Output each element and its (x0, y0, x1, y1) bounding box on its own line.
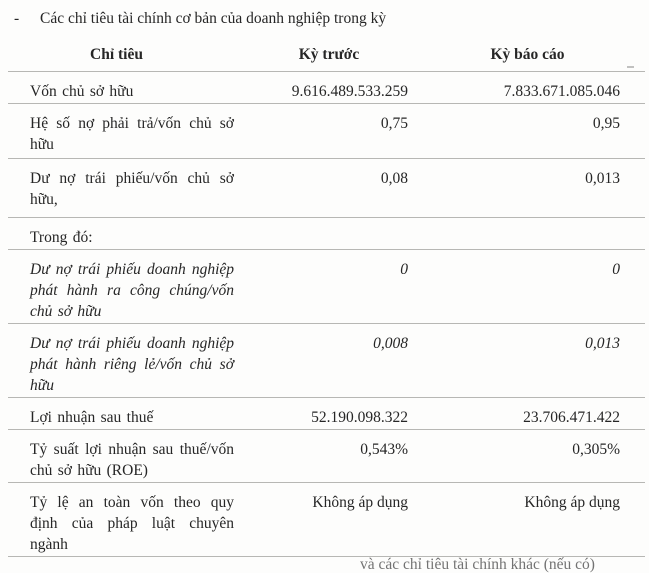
row-prev-value: 52.190.098.322 (248, 398, 410, 430)
row-current-value: 0,305% (410, 430, 645, 483)
table-header (8, 39, 645, 72)
column-header-ky-bao-cao: Kỳ báo cáo (410, 39, 645, 72)
row-prev-value: 0,75 (248, 104, 410, 159)
row-current-value: Không áp dụng (410, 483, 645, 557)
table-row (8, 324, 645, 398)
row-label: Dư nợ trái phiếu doanh nghiệp phát hành ra công chúng/vốn chủ sở hữu (8, 250, 248, 324)
table-row (8, 218, 645, 250)
row-prev-value: Không áp dụng (248, 483, 410, 557)
row-label: Tỷ suất lợi nhuận sau thuế/vốn chủ sở hữu (ROE) (8, 430, 248, 483)
row-current-value: 0,95 (410, 104, 645, 159)
row-label: Dư nợ trái phiếu/vốn chủ sở hữu, (8, 159, 248, 218)
row-current-value: 0 (410, 250, 645, 324)
document-title (14, 10, 649, 27)
row-label: Tỷ lệ an toàn vốn theo quy định của pháp luật chuyên ngành (8, 483, 248, 557)
row-prev-value: 0,008 (248, 324, 410, 398)
row-current-value: 23.706.471.422 (410, 398, 645, 430)
title-text: Các chỉ tiêu tài chính cơ bản của doanh nghiệp trong kỳ (40, 10, 387, 27)
row-label: Dư nợ trái phiếu doanh nghiệp phát hành riêng lẻ/vốn chủ sở hữu (8, 324, 248, 398)
row-prev-value: 0,08 (248, 159, 410, 218)
row-label: Hệ số nợ phải trả/vốn chủ sở hữu (8, 104, 248, 159)
row-prev-value (248, 218, 410, 250)
table-row (8, 72, 645, 104)
scan-artifact-dash (627, 66, 634, 68)
table-row (8, 483, 645, 557)
table-row (8, 398, 645, 430)
row-label: Trong đó: (8, 218, 248, 250)
table-row (8, 250, 645, 324)
financial-indicators-table (8, 39, 645, 557)
table-row (8, 159, 645, 218)
row-current-value (410, 218, 645, 250)
column-header-chi-tieu: Chỉ tiêu (8, 39, 248, 72)
table-row (8, 104, 645, 159)
table-rows (8, 72, 645, 557)
row-prev-value: 0 (248, 250, 410, 324)
clipped-bottom-text: và các chỉ tiêu tài chính khác (nếu có) (360, 556, 595, 573)
row-prev-value: 9.616.489.533.259 (248, 72, 410, 104)
row-current-value: 0,013 (410, 159, 645, 218)
row-current-value: 7.833.671.085.046 (410, 72, 645, 104)
row-prev-value: 0,543% (248, 430, 410, 483)
row-current-value: 0,013 (410, 324, 645, 398)
bullet-dash: - (14, 10, 20, 27)
row-label: Lợi nhuận sau thuế (8, 398, 248, 430)
scanned-document-page (0, 10, 649, 573)
column-header-ky-truoc: Kỳ trước (248, 39, 410, 72)
row-label: Vốn chủ sở hữu (8, 72, 248, 104)
table-row (8, 430, 645, 483)
